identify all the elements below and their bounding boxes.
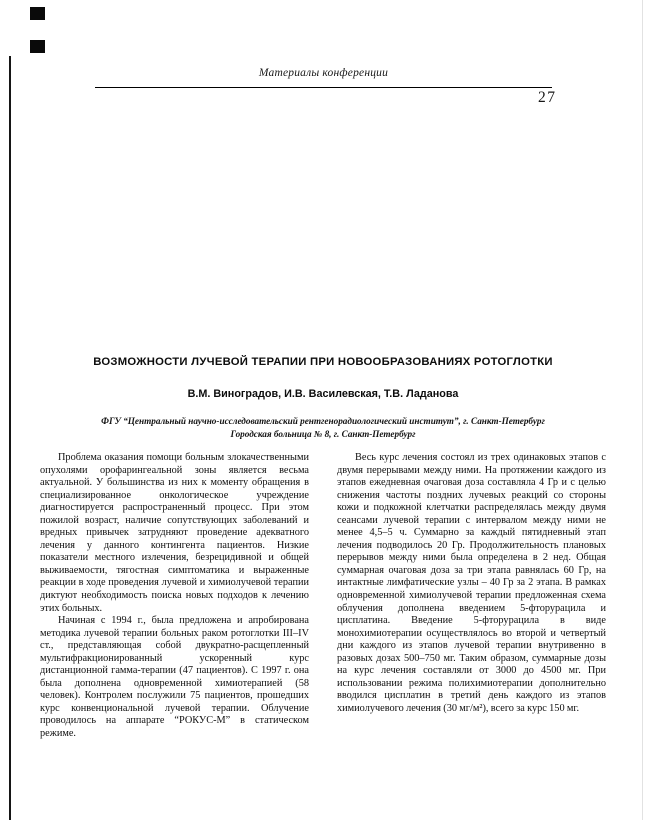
article-authors: В.М. Виноградов, И.В. Василевская, Т.В. Ладанова [187, 388, 459, 400]
paragraph: Начиная с 1994 г., была предложена и апробирована методика лучевой терапии больных раком ротоглотки III–IV ст., представляющая собой двукратно-расщепленный мультифракционированный ускоренный курс дистанционной гамма-терапии (47 пациентов). С 1997 г. она была дополнена одновременной химиотерапией (58 человек). Контролем послужили 75 пациентов, прошедших курс конвенциональной лучевой терапии. Облучение проводилось на аппарате “РОКУС-М” в статическом режиме. [40, 615, 309, 740]
paragraph: Проблема оказания помощи больным злокачественными опухолями орофарингеальной зоны является весьма актуальной. У большинства из них к моменту обращения в специализированное онкологическое учреждение диагностируется распространенный процесс. При этом пожилой возраст, наличие сопутствующих заболеваний и вредных привычек затрудняют проведение адекватного лечения у данного контингента пациентов. Низкие показатели местного излечения, безрецидивной и общей выживаемости, тягостная симптоматика и выраженные реакции в ходе проведения лучевой и химиолучевой терапии диктуют необходимость поиска новых подходов к лечению этих больных. [40, 452, 309, 614]
header-rule [95, 87, 552, 88]
body-columns [40, 452, 606, 741]
article-title: ВОЗМОЖНОСТИ ЛУЧЕВОЙ ТЕРАПИИ ПРИ НОВООБРАЗОВАНИЯХ РОТОГЛОТКИ [93, 356, 553, 368]
affiliation-line-2: Городская больница № 8, г. Санкт-Петербург [230, 429, 416, 439]
page-number: 27 [538, 89, 557, 106]
scan-registration-mark-bottom [30, 40, 45, 53]
right-column [337, 452, 606, 741]
paragraph: Весь курс лечения состоял из трех одинаковых этапов с двумя перерывами между ними. На протяжении каждого из этапов ежедневная очаговая доза составляла 4 Гр и с целью снижения частоты поздних лучевых реакций со стороны кожи и подкожной клетчатки распределялась между двумя сеансами лучевой терапии с интервалом между ними не менее 4,5–5 ч. Суммарно за каждый пятидневный этап лечения подводилось 20 Гр. Продолжительность плановых перерывов между ними была определена в 2 нед. Общая суммарная очаговая доза за три этапа равнялась 60 Гр, на интактные лимфатические узлы – 40 Гр за 2 этапа. В рамках одновременной химиолучевой терапии предложенная схема облучения дополнена введением 5-фторурацила и цисплатина. Введение 5-фторурацила в виде монохимиотерапии осуществлялось во второй и четвертый дни каждого из этапов лучевой терапии внутривенно в разовых дозах 500–750 мг. Таким образом, суммарные дозы на курс лечения составляли от 3000 до 4500 мг. При использовании режима полихимиотерапии дополнительно вводился цисплатин в третий день каждого из этапов химиолучевого лечения (30 мг/м²), всего за курс 150 мг. [337, 452, 606, 714]
page-edge-shadow [642, 0, 643, 820]
scan-registration-mark-top [30, 7, 45, 20]
affiliation-line-1: ФГУ “Центральный научно-исследовательский рентгенорадиологический институт”, г. Санкт-Петербург [101, 416, 545, 426]
left-column [40, 452, 309, 741]
running-head: Материалы конференции [258, 67, 389, 79]
scan-edge-line [9, 56, 11, 820]
